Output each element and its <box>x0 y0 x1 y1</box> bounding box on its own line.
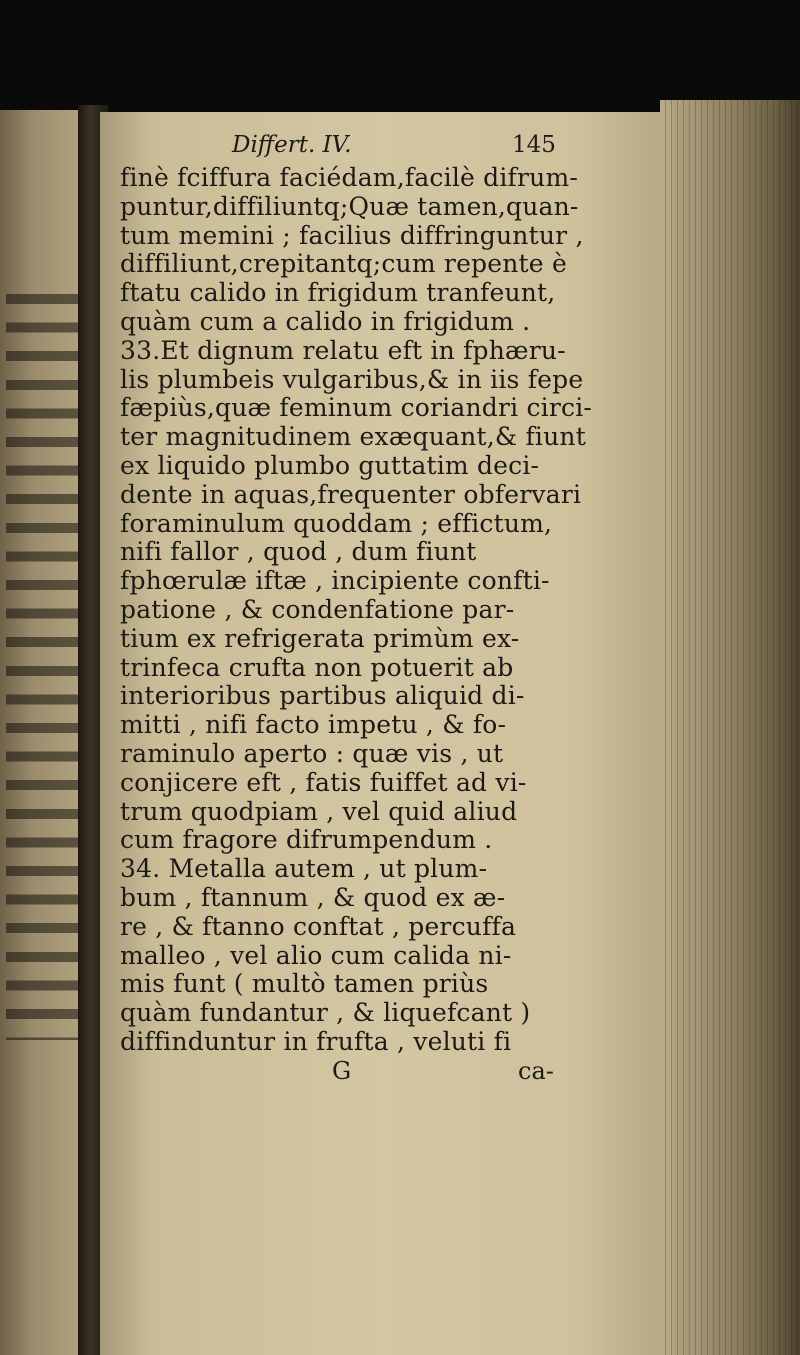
text-line: foraminulum quoddam ; effictum, <box>120 509 553 538</box>
text-line: tum memini ; facilius diffringuntur , <box>120 221 584 250</box>
text-line: trinfeca crufta non potuerit ab <box>120 653 514 682</box>
text-line: dente in aquas,frequenter obfervari <box>120 480 582 509</box>
text-line: 33.Et dignum relatu eft in fphæru- <box>120 336 566 365</box>
text-line: fphœrulæ iftæ , incipiente confti- <box>120 567 550 596</box>
page-number: 145 <box>512 132 556 158</box>
text-line: quàm cum a calido in frigidum . <box>120 307 531 336</box>
body-text <box>120 164 650 1057</box>
text-line: 34. Metalla autem , ut plum- <box>120 855 488 884</box>
text-line: trum quodpiam , vel quid aliud <box>120 797 518 826</box>
text-line: conjicere eft , fatis fuiffet ad vi- <box>120 768 527 797</box>
text-line: patione , & condenfatione par- <box>120 595 515 624</box>
page-text-block <box>120 130 650 1087</box>
text-line: puntur,diffiliuntq;Quæ tamen,quan- <box>120 192 579 221</box>
dark-background-top <box>0 0 800 115</box>
page-footer <box>120 1057 650 1087</box>
text-line: diffinduntur in frufta , veluti fi <box>120 1027 512 1056</box>
text-line: diffiliunt,crepitantq;cum repente è <box>120 250 567 279</box>
text-line: mis funt ( multò tamen priùs <box>120 970 489 999</box>
text-line: raminulo aperto : quæ vis , ut <box>120 739 504 768</box>
facing-page-text-fragments <box>6 280 78 1040</box>
text-line: interioribus partibus aliquid di- <box>120 682 525 711</box>
signature-mark: G <box>332 1056 352 1085</box>
text-line: nifi fallor , quod , dum fiunt <box>120 538 477 567</box>
text-line: finè fciffura faciédam,facilè difrum- <box>120 164 579 192</box>
text-line: re , & ftanno conftat , percuffa <box>120 912 517 941</box>
text-line: malleo , vel alio cum calida ni- <box>120 941 512 970</box>
running-head <box>120 130 650 164</box>
text-line: fæpiùs,quæ feminum coriandri circi- <box>120 394 593 423</box>
text-line: ter magnitudinem exæquant,& fiunt <box>120 423 586 452</box>
catchword: ca- <box>518 1056 554 1085</box>
text-line: tium ex refrigerata primùm ex- <box>120 624 520 653</box>
text-line: ex liquido plumbo guttatim deci- <box>120 451 540 480</box>
text-line: cum fragore difrumpendum . <box>120 826 493 855</box>
facing-page-left <box>0 110 82 1355</box>
text-line: mitti , nifi facto impetu , & fo- <box>120 711 507 740</box>
page-edges-texture <box>660 100 800 1355</box>
text-line: lis plumbeis vulgaribus,& in iis fepe <box>120 365 584 394</box>
running-title: Differt. IV. <box>232 132 352 158</box>
text-line: ftatu calido in frigidum tranfeunt, <box>120 279 556 308</box>
text-line: bum , ftannum , & quod ex æ- <box>120 883 506 912</box>
text-line: quàm fundantur , & liquefcant ) <box>120 999 531 1028</box>
